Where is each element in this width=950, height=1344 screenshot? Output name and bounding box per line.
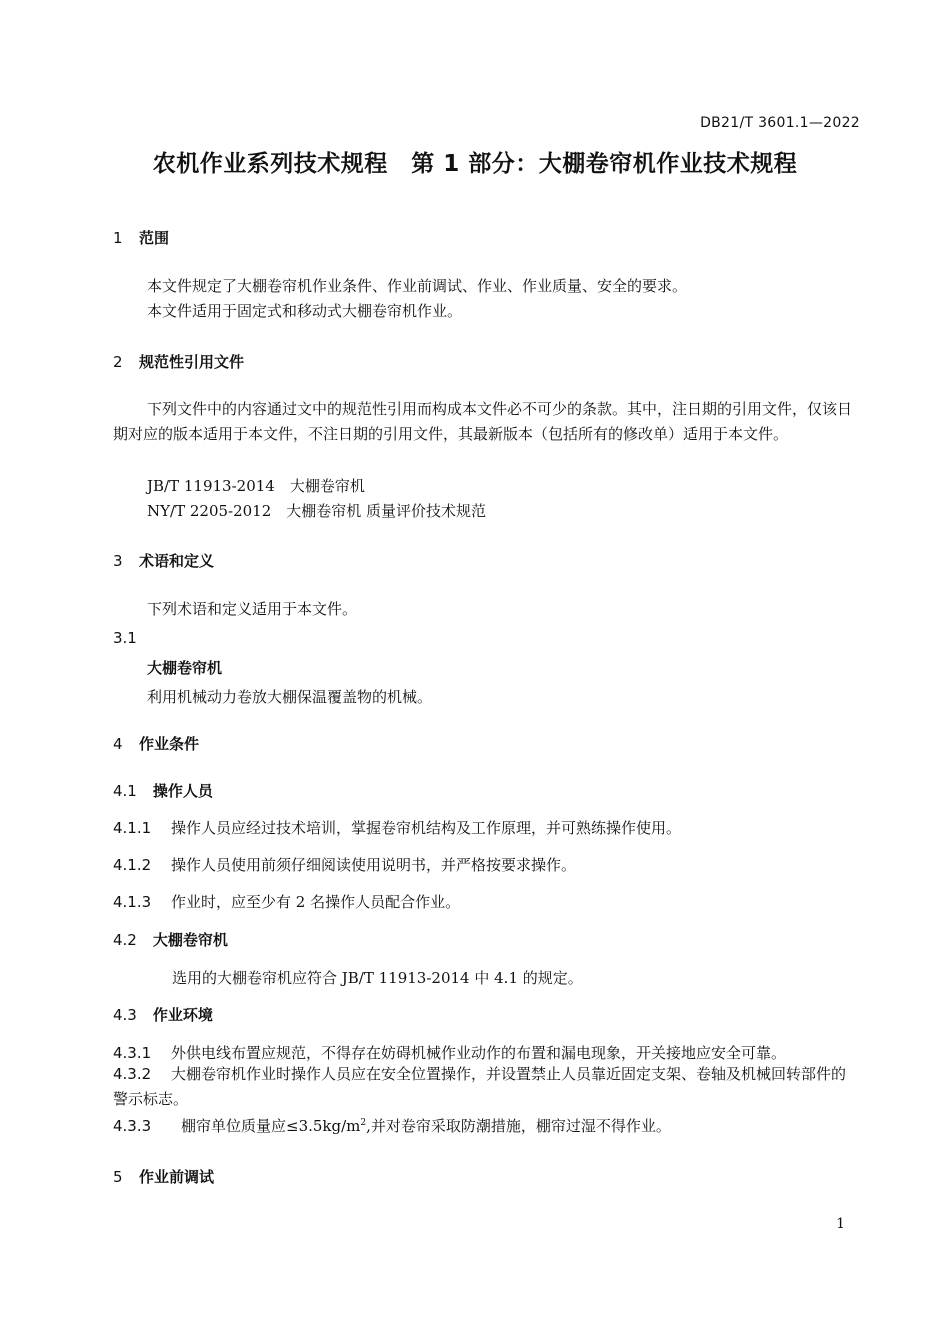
section-4-heading <box>113 733 199 754</box>
term-number: 3.1 <box>113 629 137 647</box>
clause-4-3-1 <box>113 1042 786 1063</box>
section-number: 3 <box>113 552 123 570</box>
subsection-number: 4.3 <box>113 1006 137 1024</box>
section-title: 规范性引用文件 <box>139 353 245 371</box>
section-2-heading <box>113 351 244 372</box>
section-3-heading <box>113 550 214 571</box>
clause-text-part-a: 棚帘单位质量应≤3.5kg/m <box>181 1117 361 1135</box>
clause-text: 操作人员应经过技术培训，掌握卷帘机结构及工作原理，并可熟练操作使用。 <box>171 819 682 837</box>
term-name: 大棚卷帘机 <box>147 659 223 677</box>
clause-text: 外供电线布置应规范，不得存在妨碍机械作业动作的布置和漏电现象，开关接地应安全可靠。 <box>171 1044 787 1062</box>
subsection-number: 4.2 <box>113 931 137 949</box>
section-title: 作业前调试 <box>139 1168 215 1186</box>
page-number: 1 <box>836 1216 845 1232</box>
section-5-heading <box>113 1166 214 1187</box>
section-title: 作业条件 <box>139 735 200 753</box>
subsection-4-1-heading <box>113 780 213 801</box>
subsection-title: 作业环境 <box>152 1006 213 1024</box>
subsection-number: 4.1 <box>113 782 137 800</box>
section-number: 2 <box>113 353 123 371</box>
clause-4-1-2 <box>113 854 576 875</box>
clause-4-1-1 <box>113 817 681 838</box>
reference-2: NY/T 2205-2012 大棚卷帘机 质量评价技术规范 <box>147 502 487 520</box>
section-1-heading <box>113 227 169 248</box>
s1-paragraph-1: 本文件规定了大棚卷帘机作业条件、作业前调试、作业、作业质量、安全的要求。 <box>147 277 688 295</box>
clause-text <box>181 1117 671 1135</box>
section-number: 1 <box>113 229 123 247</box>
term-definition: 利用机械动力卷放大棚保温覆盖物的机械。 <box>147 688 433 706</box>
subsection-4-3-heading <box>113 1004 213 1025</box>
section-title: 术语和定义 <box>139 552 215 570</box>
s3-paragraph-1: 下列术语和定义适用于本文件。 <box>147 600 358 618</box>
clause-number: 4.1.3 <box>113 893 152 911</box>
section-number: 4 <box>113 735 123 753</box>
section-title: 范围 <box>139 229 170 247</box>
clause-number: 4.1.1 <box>113 819 152 837</box>
document-code: DB21/T 3601.1—2022 <box>700 115 860 131</box>
clause-4-1-3 <box>113 891 460 912</box>
clause-4-3-2 <box>113 1062 858 1112</box>
subsection-title: 操作人员 <box>152 782 213 800</box>
s1-paragraph-2: 本文件适用于固定式和移动式大棚卷帘机作业。 <box>147 302 463 320</box>
document-title: 农机作业系列技术规程 第 1 部分：大棚卷帘机作业技术规程 <box>152 151 798 177</box>
subsection-4-2-heading <box>113 929 228 950</box>
clause-number: 4.3.1 <box>113 1044 152 1062</box>
superscript: 2 <box>360 1118 367 1128</box>
clause-text: 大棚卷帘机作业时操作人员应在安全位置操作，并设置禁止人员靠近固定支架、卷轴及机械回转部件的警示标志。 <box>113 1065 847 1108</box>
clause-number: 4.3.3 <box>113 1117 152 1135</box>
reference-1: JB/T 11913-2014 大棚卷帘机 <box>147 477 365 495</box>
s2-paragraph-1: 下列文件中的内容通过文中的规范性引用而构成本文件必不可少的条款。其中，注日期的引用文件，仅该日期对应的版本适用于本文件，不注日期的引用文件，其最新版本（包括所有的修改单）适用于本文件。 <box>113 400 853 443</box>
clause-text-part-b: ,并对卷帘采取防潮措施，棚帘过湿不得作业。 <box>366 1117 671 1135</box>
subsection-title: 大棚卷帘机 <box>152 931 228 949</box>
clause-number: 4.1.2 <box>113 856 152 874</box>
clause-text: 操作人员使用前须仔细阅读使用说明书，并严格按要求操作。 <box>171 856 577 874</box>
clause-number: 4.3.2 <box>113 1065 152 1083</box>
clause-text: 作业时，应至少有 2 名操作人员配合作业。 <box>171 893 461 911</box>
clause-4-3-3 <box>113 1115 671 1136</box>
section-number: 5 <box>113 1168 123 1186</box>
s4-2-text: 选用的大棚卷帘机应符合 JB/T 11913-2014 中 4.1 的规定。 <box>172 969 583 987</box>
